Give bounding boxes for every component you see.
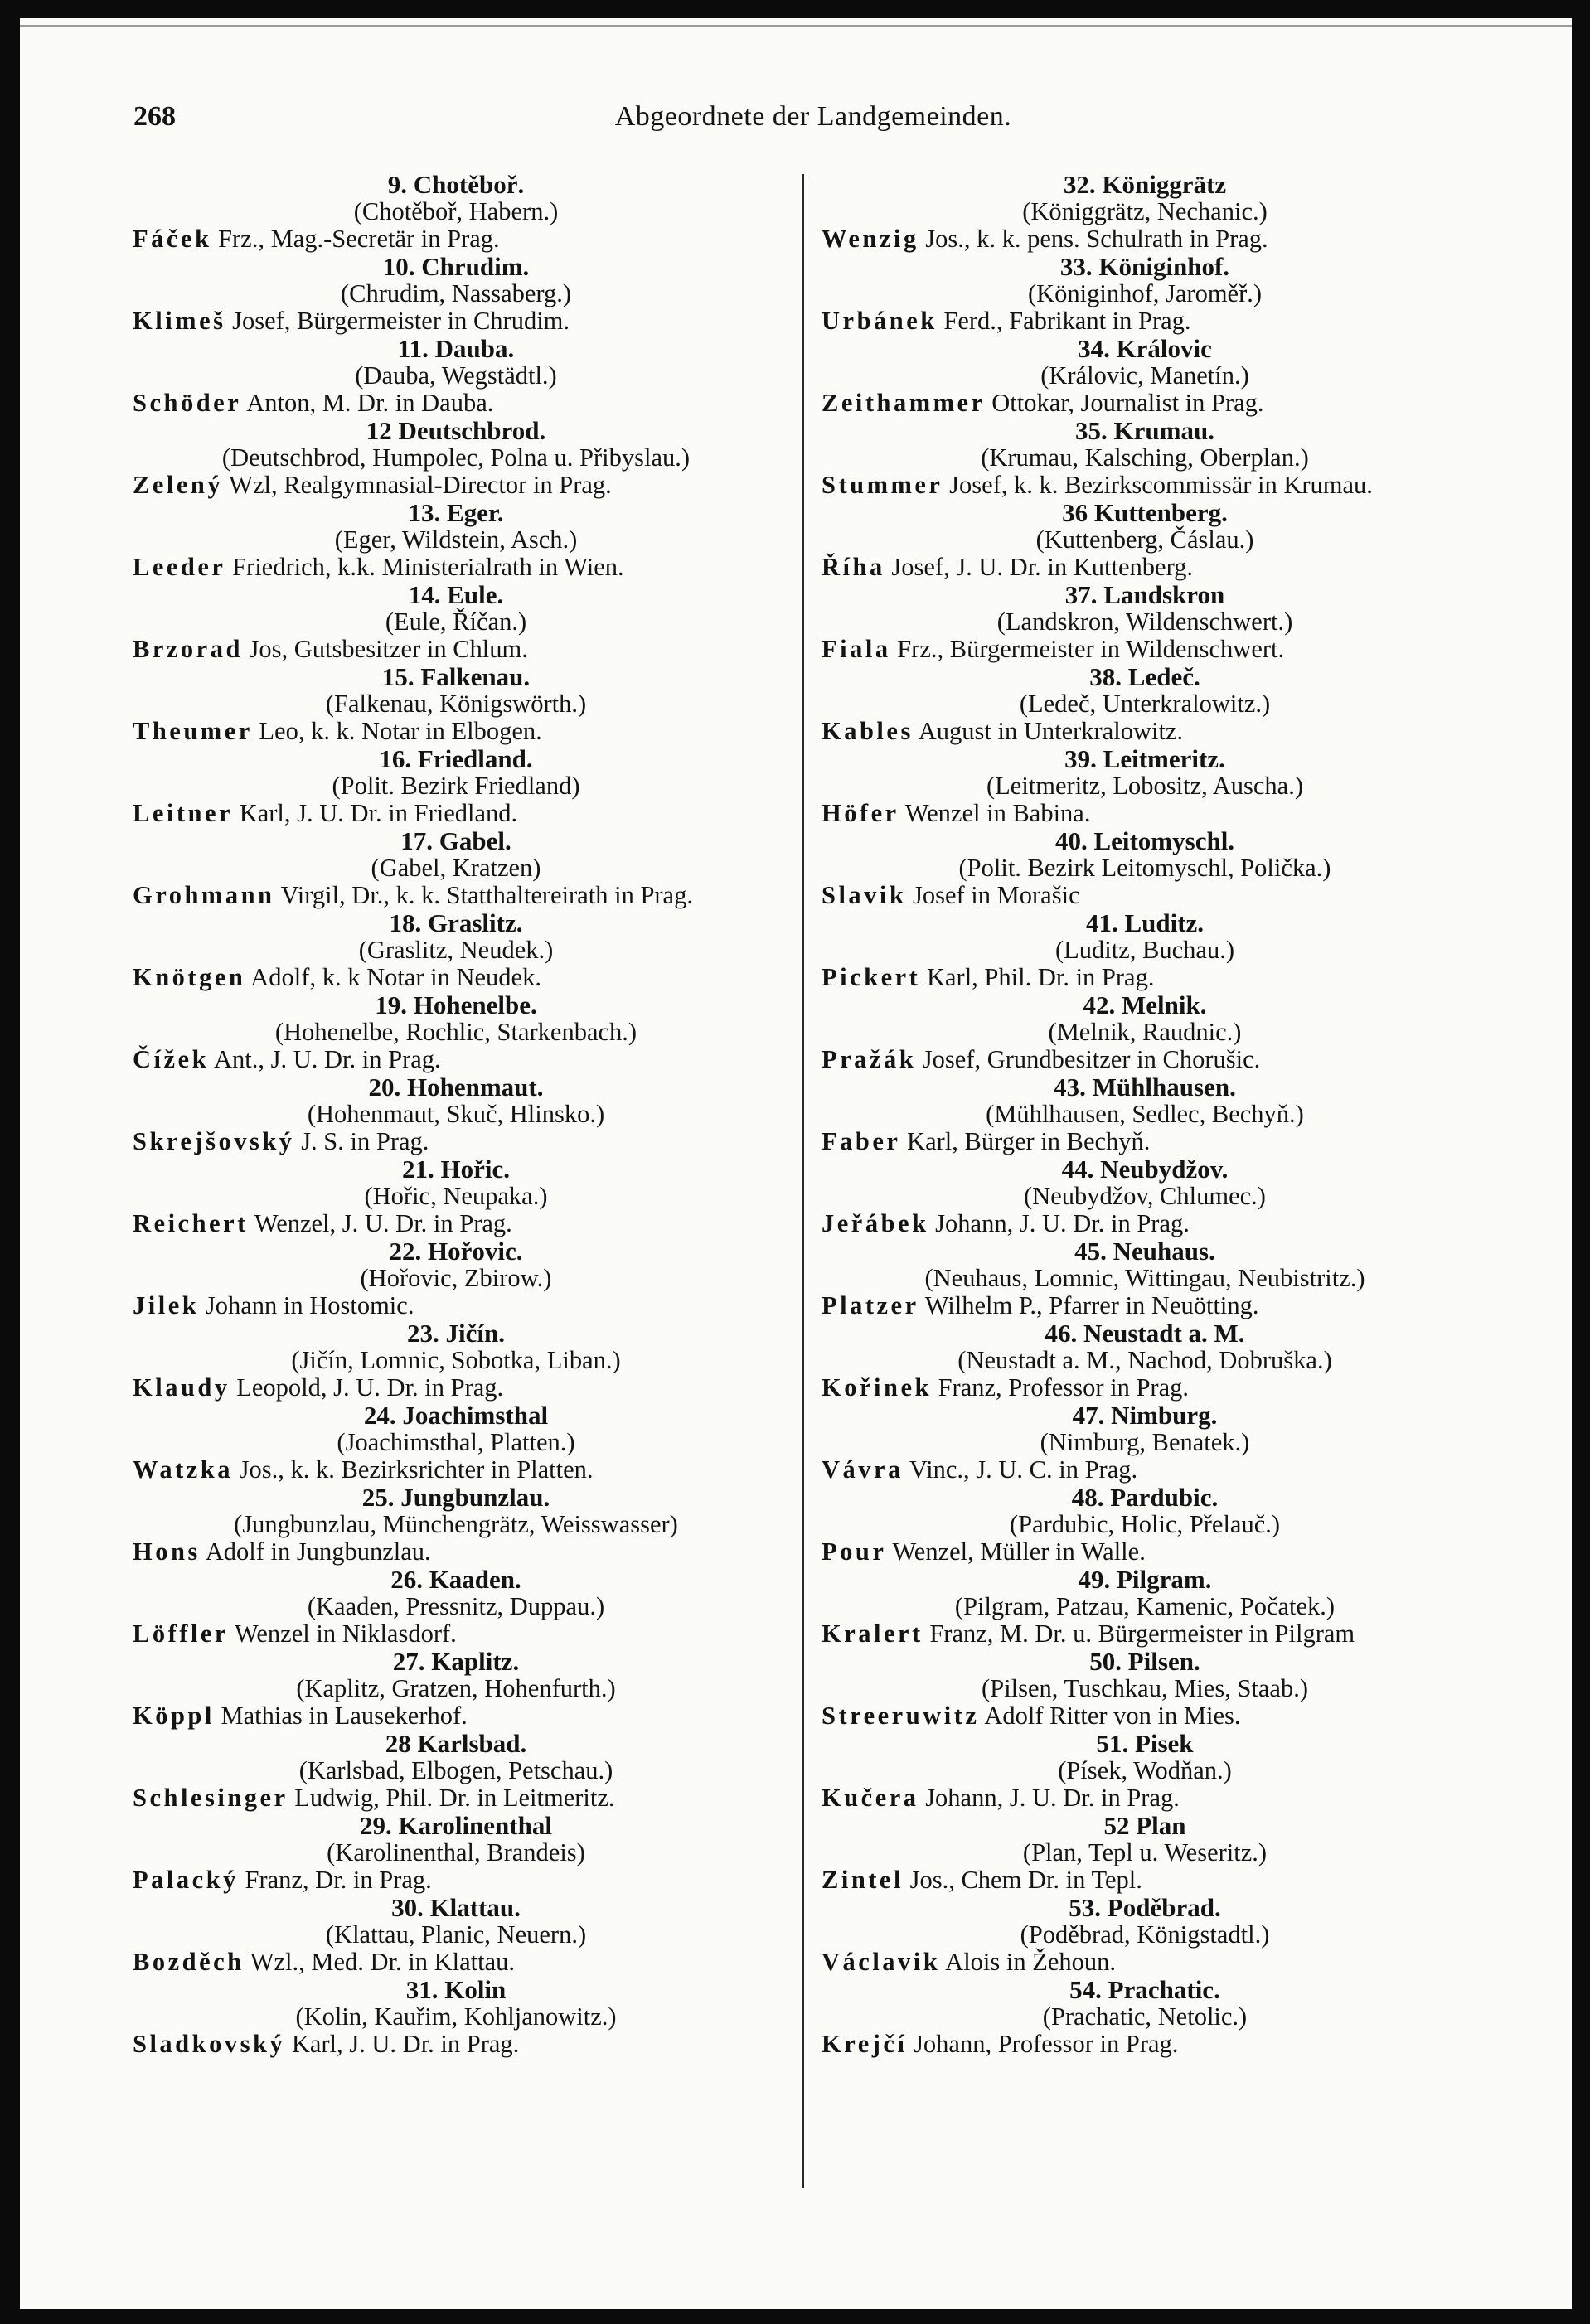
district-entry bbox=[822, 499, 1468, 581]
member-surname: Theumer bbox=[133, 717, 253, 745]
district-title: 9. Chotěboř. bbox=[387, 170, 525, 199]
district-places: (Písek, Wodňan.) bbox=[1058, 1756, 1232, 1784]
district-places: (Jičín, Lomnic, Sobotka, Liban.) bbox=[291, 1346, 621, 1374]
district-entry bbox=[822, 417, 1468, 499]
district-entry bbox=[133, 1319, 779, 1402]
district-title: 40. Leitomyschl. bbox=[1054, 826, 1235, 855]
district-title: 34. Královic bbox=[1078, 334, 1212, 363]
member-details: Franz, M. Dr. u. Bürgermeister in Pilgram bbox=[923, 1620, 1355, 1648]
member-surname: Zintel bbox=[822, 1866, 904, 1894]
member-details: Josef, J. U. Dr. in Kuttenberg. bbox=[885, 553, 1194, 581]
member-surname: Slavik bbox=[822, 881, 907, 909]
member-surname: Platzer bbox=[822, 1291, 919, 1319]
member-entry bbox=[133, 1046, 779, 1073]
district-places: (Eule, Říčan.) bbox=[385, 608, 527, 636]
district-title: 33. Königinhof. bbox=[1059, 252, 1230, 281]
district-entry bbox=[822, 253, 1468, 335]
member-surname: Jilek bbox=[133, 1291, 200, 1319]
district-places: (Falkenau, Königswörth.) bbox=[325, 690, 587, 718]
member-entry bbox=[133, 1784, 779, 1812]
member-entry bbox=[822, 1292, 1468, 1319]
member-entry bbox=[822, 554, 1468, 581]
member-surname: Palacký bbox=[133, 1866, 239, 1894]
district-title: 24. Joachimsthal bbox=[363, 1401, 549, 1430]
member-entry bbox=[822, 1866, 1468, 1894]
district-title: 44. Neubydžov. bbox=[1061, 1155, 1229, 1184]
district-places: (Ledeč, Unterkralowitz.) bbox=[1019, 690, 1271, 718]
member-entry bbox=[133, 1210, 779, 1237]
member-surname: Watzka bbox=[133, 1455, 233, 1484]
district-title: 43. Mühlhausen. bbox=[1054, 1072, 1236, 1101]
district-title: 31. Kolin bbox=[405, 1975, 507, 2004]
member-entry bbox=[133, 1620, 779, 1648]
district-places: (Klattau, Planic, Neuern.) bbox=[325, 1920, 587, 1949]
right-column bbox=[822, 171, 1468, 2058]
member-details: Leo, k. k. Notar in Elbogen. bbox=[252, 717, 542, 745]
district-entry bbox=[822, 1730, 1468, 1812]
district-title: 13. Eger. bbox=[408, 498, 504, 527]
member-entry bbox=[133, 554, 779, 581]
member-surname: Skrejšovský bbox=[133, 1127, 295, 1155]
district-places: (Hohenelbe, Rochlic, Starkenbach.) bbox=[274, 1018, 637, 1046]
district-title: 54. Prachatic. bbox=[1069, 1975, 1220, 2004]
district-places: (Plan, Tepl u. Weseritz.) bbox=[1022, 1838, 1268, 1866]
member-details: Josef, Bürgermeister in Chrudim. bbox=[225, 307, 570, 335]
member-surname: Klaudy bbox=[133, 1373, 230, 1402]
member-details: Virgil, Dr., k. k. Statthaltereirath in Prag. bbox=[274, 881, 693, 909]
district-title: 26. Kaaden. bbox=[390, 1565, 521, 1594]
member-details: Adolf, k. k Notar in Neudek. bbox=[245, 963, 541, 991]
member-details: Ferd., Fabrikant in Prag. bbox=[937, 307, 1191, 335]
member-details: Ludwig, Phil. Dr. in Leitmeritz. bbox=[288, 1784, 615, 1812]
district-title: 53. Poděbrad. bbox=[1069, 1893, 1221, 1922]
district-places: (Mühlhausen, Sedlec, Bechyň.) bbox=[986, 1100, 1304, 1128]
member-entry bbox=[822, 307, 1468, 335]
member-surname: Leitner bbox=[133, 799, 234, 827]
district-entry bbox=[822, 1894, 1468, 1976]
member-details: August in Unterkralowitz. bbox=[913, 717, 1184, 745]
member-details: Ant., J. U. Dr. in Prag. bbox=[209, 1045, 441, 1073]
member-entry bbox=[133, 390, 779, 417]
district-places: (Kaaden, Pressnitz, Duppau.) bbox=[307, 1592, 605, 1620]
member-surname: Kables bbox=[822, 717, 914, 745]
member-details: Josef, Grundbesitzer in Chorušic. bbox=[916, 1045, 1261, 1073]
member-surname: Urbánek bbox=[822, 307, 938, 335]
page-number: 268 bbox=[133, 101, 176, 132]
member-entry bbox=[822, 1620, 1468, 1648]
member-entry bbox=[133, 1128, 779, 1155]
district-entry bbox=[133, 1484, 779, 1566]
district-places: (Poděbrad, Königstadtl.) bbox=[1020, 1920, 1270, 1949]
district-title: 28 Karlsbad. bbox=[385, 1729, 527, 1758]
district-entry bbox=[822, 581, 1468, 663]
district-title: 22. Hořovic. bbox=[389, 1237, 523, 1266]
district-places: (Melnik, Raudnic.) bbox=[1048, 1018, 1242, 1046]
member-surname: Kořinek bbox=[822, 1373, 932, 1402]
district-places: (Joachimsthal, Platten.) bbox=[337, 1428, 575, 1456]
member-details: Johann, J. U. Dr. in Prag. bbox=[928, 1209, 1190, 1237]
member-details: Alois in Žehoun. bbox=[940, 1948, 1117, 1976]
member-entry bbox=[822, 1456, 1468, 1484]
member-entry bbox=[822, 718, 1468, 745]
district-entry bbox=[822, 1648, 1468, 1730]
member-surname: Knötgen bbox=[133, 963, 246, 991]
member-surname: Höfer bbox=[822, 799, 899, 827]
district-places: (Luditz, Buchau.) bbox=[1055, 936, 1234, 964]
district-places: (Hohenmaut, Skuč, Hlinsko.) bbox=[307, 1100, 605, 1128]
member-surname: Faber bbox=[822, 1127, 901, 1155]
district-title: 39. Leitmeritz. bbox=[1064, 744, 1225, 773]
member-details: Anton, M. Dr. in Dauba. bbox=[241, 389, 494, 417]
district-places: (Hořic, Neupaka.) bbox=[364, 1182, 548, 1210]
member-surname: Pražák bbox=[822, 1045, 917, 1073]
district-entry bbox=[133, 335, 779, 417]
member-details: Karl, J. U. Dr. in Prag. bbox=[285, 2030, 520, 2058]
member-entry bbox=[822, 1046, 1468, 1073]
district-places: (Karolinenthal, Brandeis) bbox=[327, 1838, 585, 1866]
district-entry bbox=[822, 1155, 1468, 1237]
district-entry bbox=[822, 1566, 1468, 1648]
member-details: Jos, Gutsbesitzer in Chlum. bbox=[242, 635, 528, 663]
district-places: (Eger, Wildstein, Asch.) bbox=[334, 525, 578, 554]
district-entry bbox=[133, 1402, 779, 1484]
member-details: Frz., Bürgermeister in Wildenschwert. bbox=[890, 635, 1285, 663]
district-title: 20. Hohenmaut. bbox=[368, 1072, 544, 1101]
member-surname: Hons bbox=[133, 1537, 201, 1566]
district-places: (Kaplitz, Gratzen, Hohenfurth.) bbox=[296, 1674, 616, 1702]
member-details: Wzl., Med. Dr. in Klattau. bbox=[244, 1948, 516, 1976]
district-title: 16. Friedland. bbox=[379, 744, 533, 773]
member-entry bbox=[822, 1210, 1468, 1237]
district-entry bbox=[822, 1402, 1468, 1484]
district-entry bbox=[133, 1073, 779, 1155]
column-divider bbox=[802, 174, 804, 2188]
district-entry bbox=[133, 827, 779, 909]
district-title: 36 Kuttenberg. bbox=[1062, 498, 1228, 527]
member-surname: Schöder bbox=[133, 389, 242, 417]
member-surname: Stummer bbox=[822, 471, 943, 499]
district-entry bbox=[133, 581, 779, 663]
district-places: (Kolin, Kauřim, Kohljanowitz.) bbox=[295, 2002, 617, 2031]
district-places: (Neubydžov, Chlumec.) bbox=[1024, 1182, 1266, 1210]
district-places: (Graslitz, Neudek.) bbox=[358, 936, 554, 964]
member-surname: Reichert bbox=[133, 1209, 249, 1237]
member-entry bbox=[133, 225, 779, 253]
district-title: 18. Graslitz. bbox=[389, 908, 523, 937]
member-entry bbox=[133, 882, 779, 909]
member-surname: Bozděch bbox=[133, 1948, 245, 1976]
district-entry bbox=[133, 1648, 779, 1730]
member-entry bbox=[822, 1538, 1468, 1566]
member-details: Karl, Phil. Dr. in Prag. bbox=[920, 963, 1155, 991]
district-entry bbox=[822, 171, 1468, 253]
district-entry bbox=[133, 171, 779, 253]
district-entry bbox=[133, 1237, 779, 1319]
district-title: 25. Jungbunzlau. bbox=[361, 1483, 550, 1512]
member-surname: Kučera bbox=[822, 1784, 919, 1812]
district-places: (Chrudim, Nassaberg.) bbox=[340, 279, 572, 307]
member-details: Johann in Hostomic. bbox=[199, 1291, 414, 1319]
member-surname: Klimeš bbox=[133, 307, 226, 335]
member-surname: Fiala bbox=[822, 635, 891, 663]
district-places: (Kuttenberg, Čáslau.) bbox=[1035, 525, 1254, 554]
district-title: 12 Deutschbrod. bbox=[366, 416, 546, 445]
district-places: (Krumau, Kalsching, Oberplan.) bbox=[981, 443, 1309, 472]
district-places: (Landskron, Wildenschwert.) bbox=[996, 608, 1293, 636]
member-entry bbox=[822, 964, 1468, 991]
district-places: (Königgrätz, Nechanic.) bbox=[1022, 197, 1268, 225]
member-entry bbox=[822, 1702, 1468, 1730]
member-entry bbox=[133, 2031, 779, 2058]
district-entry bbox=[133, 253, 779, 335]
member-entry bbox=[133, 472, 779, 499]
member-details: Jos., k. k. Bezirksrichter in Platten. bbox=[232, 1455, 594, 1484]
member-details: Friedrich, k.k. Ministerialrath in Wien. bbox=[225, 553, 624, 581]
member-entry bbox=[822, 472, 1468, 499]
member-details: Karl, Bürger in Bechyň. bbox=[900, 1127, 1151, 1155]
member-entry bbox=[133, 307, 779, 335]
district-places: (Hořovic, Zbirow.) bbox=[360, 1264, 552, 1292]
member-surname: Kralert bbox=[822, 1620, 923, 1648]
district-title: 19. Hohenelbe. bbox=[375, 990, 537, 1019]
member-details: Adolf Ritter von in Mies. bbox=[979, 1702, 1241, 1730]
member-surname: Köppl bbox=[133, 1702, 215, 1730]
district-places: (Königinhof, Jaroměř.) bbox=[1027, 279, 1263, 307]
district-entry bbox=[133, 1566, 779, 1648]
district-entry bbox=[822, 827, 1468, 909]
district-title: 29. Karolinenthal bbox=[360, 1811, 552, 1840]
district-places: (Dauba, Wegstädtl.) bbox=[355, 361, 557, 390]
member-entry bbox=[822, 1784, 1468, 1812]
member-surname: Krejčí bbox=[822, 2030, 908, 2058]
district-entry bbox=[133, 991, 779, 1073]
district-entry bbox=[133, 1155, 779, 1237]
district-places: (Prachatic, Netolic.) bbox=[1042, 2002, 1248, 2031]
member-entry bbox=[822, 1128, 1468, 1155]
member-surname: Brzorad bbox=[133, 635, 243, 663]
district-title: 37. Landskron bbox=[1064, 580, 1225, 609]
district-places: (Polit. Bezirk Friedland) bbox=[332, 772, 580, 800]
member-surname: Pour bbox=[822, 1537, 887, 1566]
district-places: (Gabel, Kratzen) bbox=[371, 854, 541, 882]
member-entry bbox=[822, 225, 1468, 253]
district-title: 23. Jičín. bbox=[407, 1319, 505, 1348]
member-details: Jos., Chem Dr. in Tepl. bbox=[903, 1866, 1142, 1894]
district-entry bbox=[822, 1812, 1468, 1894]
member-details: Leopold, J. U. Dr. in Prag. bbox=[230, 1373, 504, 1402]
member-surname: Říha bbox=[822, 553, 885, 581]
running-title: Abgeordnete der Landgemeinden. bbox=[614, 101, 1012, 132]
district-title: 17. Gabel. bbox=[400, 826, 511, 855]
member-entry bbox=[133, 1292, 779, 1319]
member-surname: Zeithammer bbox=[822, 389, 986, 417]
member-details: Ottokar, Journalist in Prag. bbox=[985, 389, 1264, 417]
member-entry bbox=[133, 1456, 779, 1484]
member-entry bbox=[133, 1949, 779, 1976]
left-column bbox=[133, 171, 779, 2058]
district-title: 21. Hořic. bbox=[402, 1155, 510, 1184]
member-details: Franz, Professor in Prag. bbox=[931, 1373, 1189, 1402]
member-surname: Löffler bbox=[133, 1620, 229, 1648]
member-surname: Čížek bbox=[133, 1045, 210, 1073]
member-entry bbox=[133, 800, 779, 827]
district-places: (Pilgram, Patzau, Kamenic, Počatek.) bbox=[954, 1592, 1336, 1620]
member-entry bbox=[822, 1949, 1468, 1976]
member-entry bbox=[822, 800, 1468, 827]
district-places: (Karlsbad, Elbogen, Petschau.) bbox=[298, 1756, 613, 1784]
member-details: Karl, J. U. Dr. in Friedland. bbox=[233, 799, 518, 827]
district-title: 48. Pardubic. bbox=[1071, 1483, 1219, 1512]
district-entry bbox=[822, 909, 1468, 991]
district-entry bbox=[133, 499, 779, 581]
district-title: 35. Krumau. bbox=[1075, 416, 1214, 445]
district-title: 30. Klattau. bbox=[391, 1893, 521, 1922]
district-title: 49. Pilgram. bbox=[1078, 1565, 1212, 1594]
member-entry bbox=[133, 1538, 779, 1566]
district-title: 51. Pisek bbox=[1096, 1729, 1194, 1758]
member-details: Wenzel, J. U. Dr. in Prag. bbox=[248, 1209, 512, 1237]
member-details: Josef, k. k. Bezirkscommissär in Krumau. bbox=[943, 471, 1373, 499]
district-entry bbox=[133, 1730, 779, 1812]
district-entry bbox=[822, 335, 1468, 417]
member-entry bbox=[133, 1374, 779, 1402]
member-details: Vinc., J. U. C. in Prag. bbox=[903, 1455, 1138, 1484]
member-entry bbox=[133, 718, 779, 745]
district-places: (Leitmeritz, Lobositz, Auscha.) bbox=[986, 772, 1303, 800]
member-surname: Pickert bbox=[822, 963, 921, 991]
district-entry bbox=[133, 909, 779, 991]
member-entry bbox=[822, 390, 1468, 417]
district-places: (Deutschbrod, Humpolec, Polna u. Přibyslau.) bbox=[221, 443, 691, 472]
district-places: (Chotěboř, Habern.) bbox=[353, 197, 559, 225]
member-entry bbox=[133, 1702, 779, 1730]
district-entry bbox=[822, 745, 1468, 827]
member-surname: Wenzig bbox=[822, 225, 919, 253]
member-surname: Zelený bbox=[133, 471, 224, 499]
district-title: 10. Chrudim. bbox=[382, 252, 530, 281]
district-entry bbox=[133, 1812, 779, 1894]
member-surname: Václavik bbox=[822, 1948, 941, 1976]
district-entry bbox=[133, 663, 779, 745]
member-details: Franz, Dr. in Prag. bbox=[238, 1866, 432, 1894]
member-surname: Grohmann bbox=[133, 881, 275, 909]
member-surname: Sladkovský bbox=[133, 2030, 286, 2058]
district-title: 47. Nimburg. bbox=[1072, 1401, 1218, 1430]
district-places: (Královic, Manetín.) bbox=[1040, 361, 1249, 390]
member-surname: Vávra bbox=[822, 1455, 904, 1484]
member-entry bbox=[822, 1374, 1468, 1402]
district-title: 46. Neustadt a. M. bbox=[1045, 1319, 1245, 1348]
member-details: Johann, J. U. Dr. in Prag. bbox=[919, 1784, 1180, 1812]
district-entry bbox=[133, 417, 779, 499]
district-places: (Neustadt a. M., Nachod, Dobruška.) bbox=[957, 1346, 1332, 1374]
member-details: Adolf in Jungbunzlau. bbox=[200, 1537, 431, 1566]
district-entry bbox=[822, 1319, 1468, 1402]
member-entry bbox=[822, 882, 1468, 909]
member-surname: Fáček bbox=[133, 225, 212, 253]
district-title: 42. Melnik. bbox=[1083, 990, 1207, 1019]
district-title: 50. Pilsen. bbox=[1089, 1647, 1200, 1676]
district-title: 38. Ledeč. bbox=[1089, 662, 1200, 691]
member-entry bbox=[133, 964, 779, 991]
district-title: 11. Dauba. bbox=[397, 334, 515, 363]
member-surname: Schlesinger bbox=[133, 1784, 288, 1812]
district-title: 27. Kaplitz. bbox=[392, 1647, 520, 1676]
member-surname: Streeruwitz bbox=[822, 1702, 980, 1730]
member-surname: Leeder bbox=[133, 553, 226, 581]
district-entry bbox=[133, 1894, 779, 1976]
member-entry bbox=[822, 636, 1468, 663]
member-details: Jos., k. k. pens. Schulrath in Prag. bbox=[919, 225, 1268, 253]
member-entry bbox=[133, 636, 779, 663]
member-details: Wzl, Realgymnasial-Director in Prag. bbox=[223, 471, 612, 499]
member-surname: Jeřábek bbox=[822, 1209, 929, 1237]
district-entry bbox=[822, 991, 1468, 1073]
member-entry bbox=[133, 1866, 779, 1894]
page-header bbox=[133, 101, 1493, 143]
member-details: Mathias in Lausekerhof. bbox=[214, 1702, 468, 1730]
member-details: J. S. in Prag. bbox=[294, 1127, 429, 1155]
district-entry bbox=[822, 1073, 1468, 1155]
member-details: Wenzel, Müller in Walle. bbox=[886, 1537, 1146, 1566]
district-places: (Pilsen, Tuschkau, Mies, Staab.) bbox=[982, 1674, 1308, 1702]
district-places: (Jungbunzlau, Münchengrätz, Weisswasser) bbox=[234, 1510, 678, 1538]
district-places: (Pardubic, Holic, Přelauč.) bbox=[1009, 1510, 1281, 1538]
district-entry bbox=[822, 1976, 1468, 2058]
district-title: 52 Plan bbox=[1103, 1811, 1186, 1840]
member-details: Frz., Mag.-Secretär in Prag. bbox=[211, 225, 500, 253]
district-entry bbox=[133, 745, 779, 827]
district-title: 41. Luditz. bbox=[1085, 908, 1205, 937]
district-entry bbox=[822, 663, 1468, 745]
district-entry bbox=[133, 1976, 779, 2058]
member-details: Josef in Morašic bbox=[906, 881, 1080, 909]
district-title: 14. Eule. bbox=[408, 580, 504, 609]
district-title: 45. Neuhaus. bbox=[1074, 1237, 1215, 1266]
district-entry bbox=[822, 1484, 1468, 1566]
district-title: 32. Königgrätz bbox=[1063, 170, 1227, 199]
district-entry bbox=[822, 1237, 1468, 1319]
district-places: (Polit. Bezirk Leitomyschl, Polička.) bbox=[958, 854, 1331, 882]
member-details: Wilhelm P., Pfarrer in Neuötting. bbox=[919, 1291, 1259, 1319]
member-details: Wenzel in Babina. bbox=[899, 799, 1091, 827]
member-details: Wenzel in Niklasdorf. bbox=[228, 1620, 457, 1648]
district-places: (Neuhaus, Lomnic, Wittingau, Neubistritz.) bbox=[924, 1264, 1365, 1292]
member-details: Johann, Professor in Prag. bbox=[907, 2030, 1179, 2058]
member-entry bbox=[822, 2031, 1468, 2058]
district-places: (Nimburg, Benatek.) bbox=[1040, 1428, 1250, 1456]
top-rule bbox=[20, 25, 1572, 27]
district-title: 15. Falkenau. bbox=[381, 662, 531, 691]
